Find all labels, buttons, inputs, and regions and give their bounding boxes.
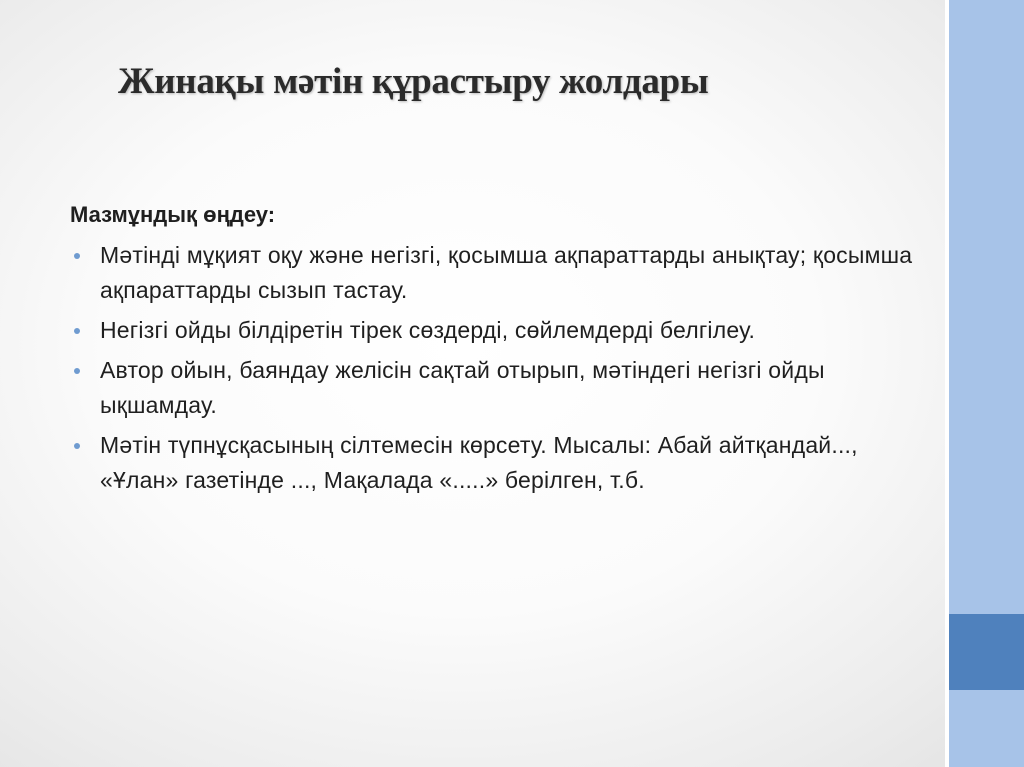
bullet-text: Автор ойын, баяндау желісін сақтай отырып, мәтіндегі негізгі ойды ықшамдау. <box>100 357 825 418</box>
bullet-item <box>70 238 920 308</box>
bullet-dot-icon <box>74 368 80 374</box>
bullet-dot-icon <box>74 443 80 449</box>
bullet-dot-icon <box>74 328 80 334</box>
side-accent-block <box>949 614 1024 690</box>
bullet-item <box>70 353 920 423</box>
slide-title: Жинақы мәтін құрастыру жолдары <box>118 61 709 102</box>
bullet-item <box>70 313 920 348</box>
bullet-text: Негізгі ойды білдіретін тірек сөздерді, сөйлемдерді белгілеу. <box>100 317 756 343</box>
bullet-list <box>70 238 920 498</box>
bullet-dot-icon <box>74 253 80 259</box>
bullet-text: Мәтін түпнұсқасының сілтемесін көрсету. Мысалы: Абай айтқандай..., «Ұлан» газетінде ..., Мақалада «.....» берілген, т.б. <box>100 432 858 493</box>
bullet-item <box>70 428 920 498</box>
section-subheading: Мазмұндық өңдеу: <box>70 202 276 227</box>
bullet-text: Мәтінді мұқият оқу және негізгі, қосымша ақпараттарды анықтау; қосымша ақпараттарды сызып тастау. <box>100 242 913 303</box>
slide-content <box>70 200 920 503</box>
